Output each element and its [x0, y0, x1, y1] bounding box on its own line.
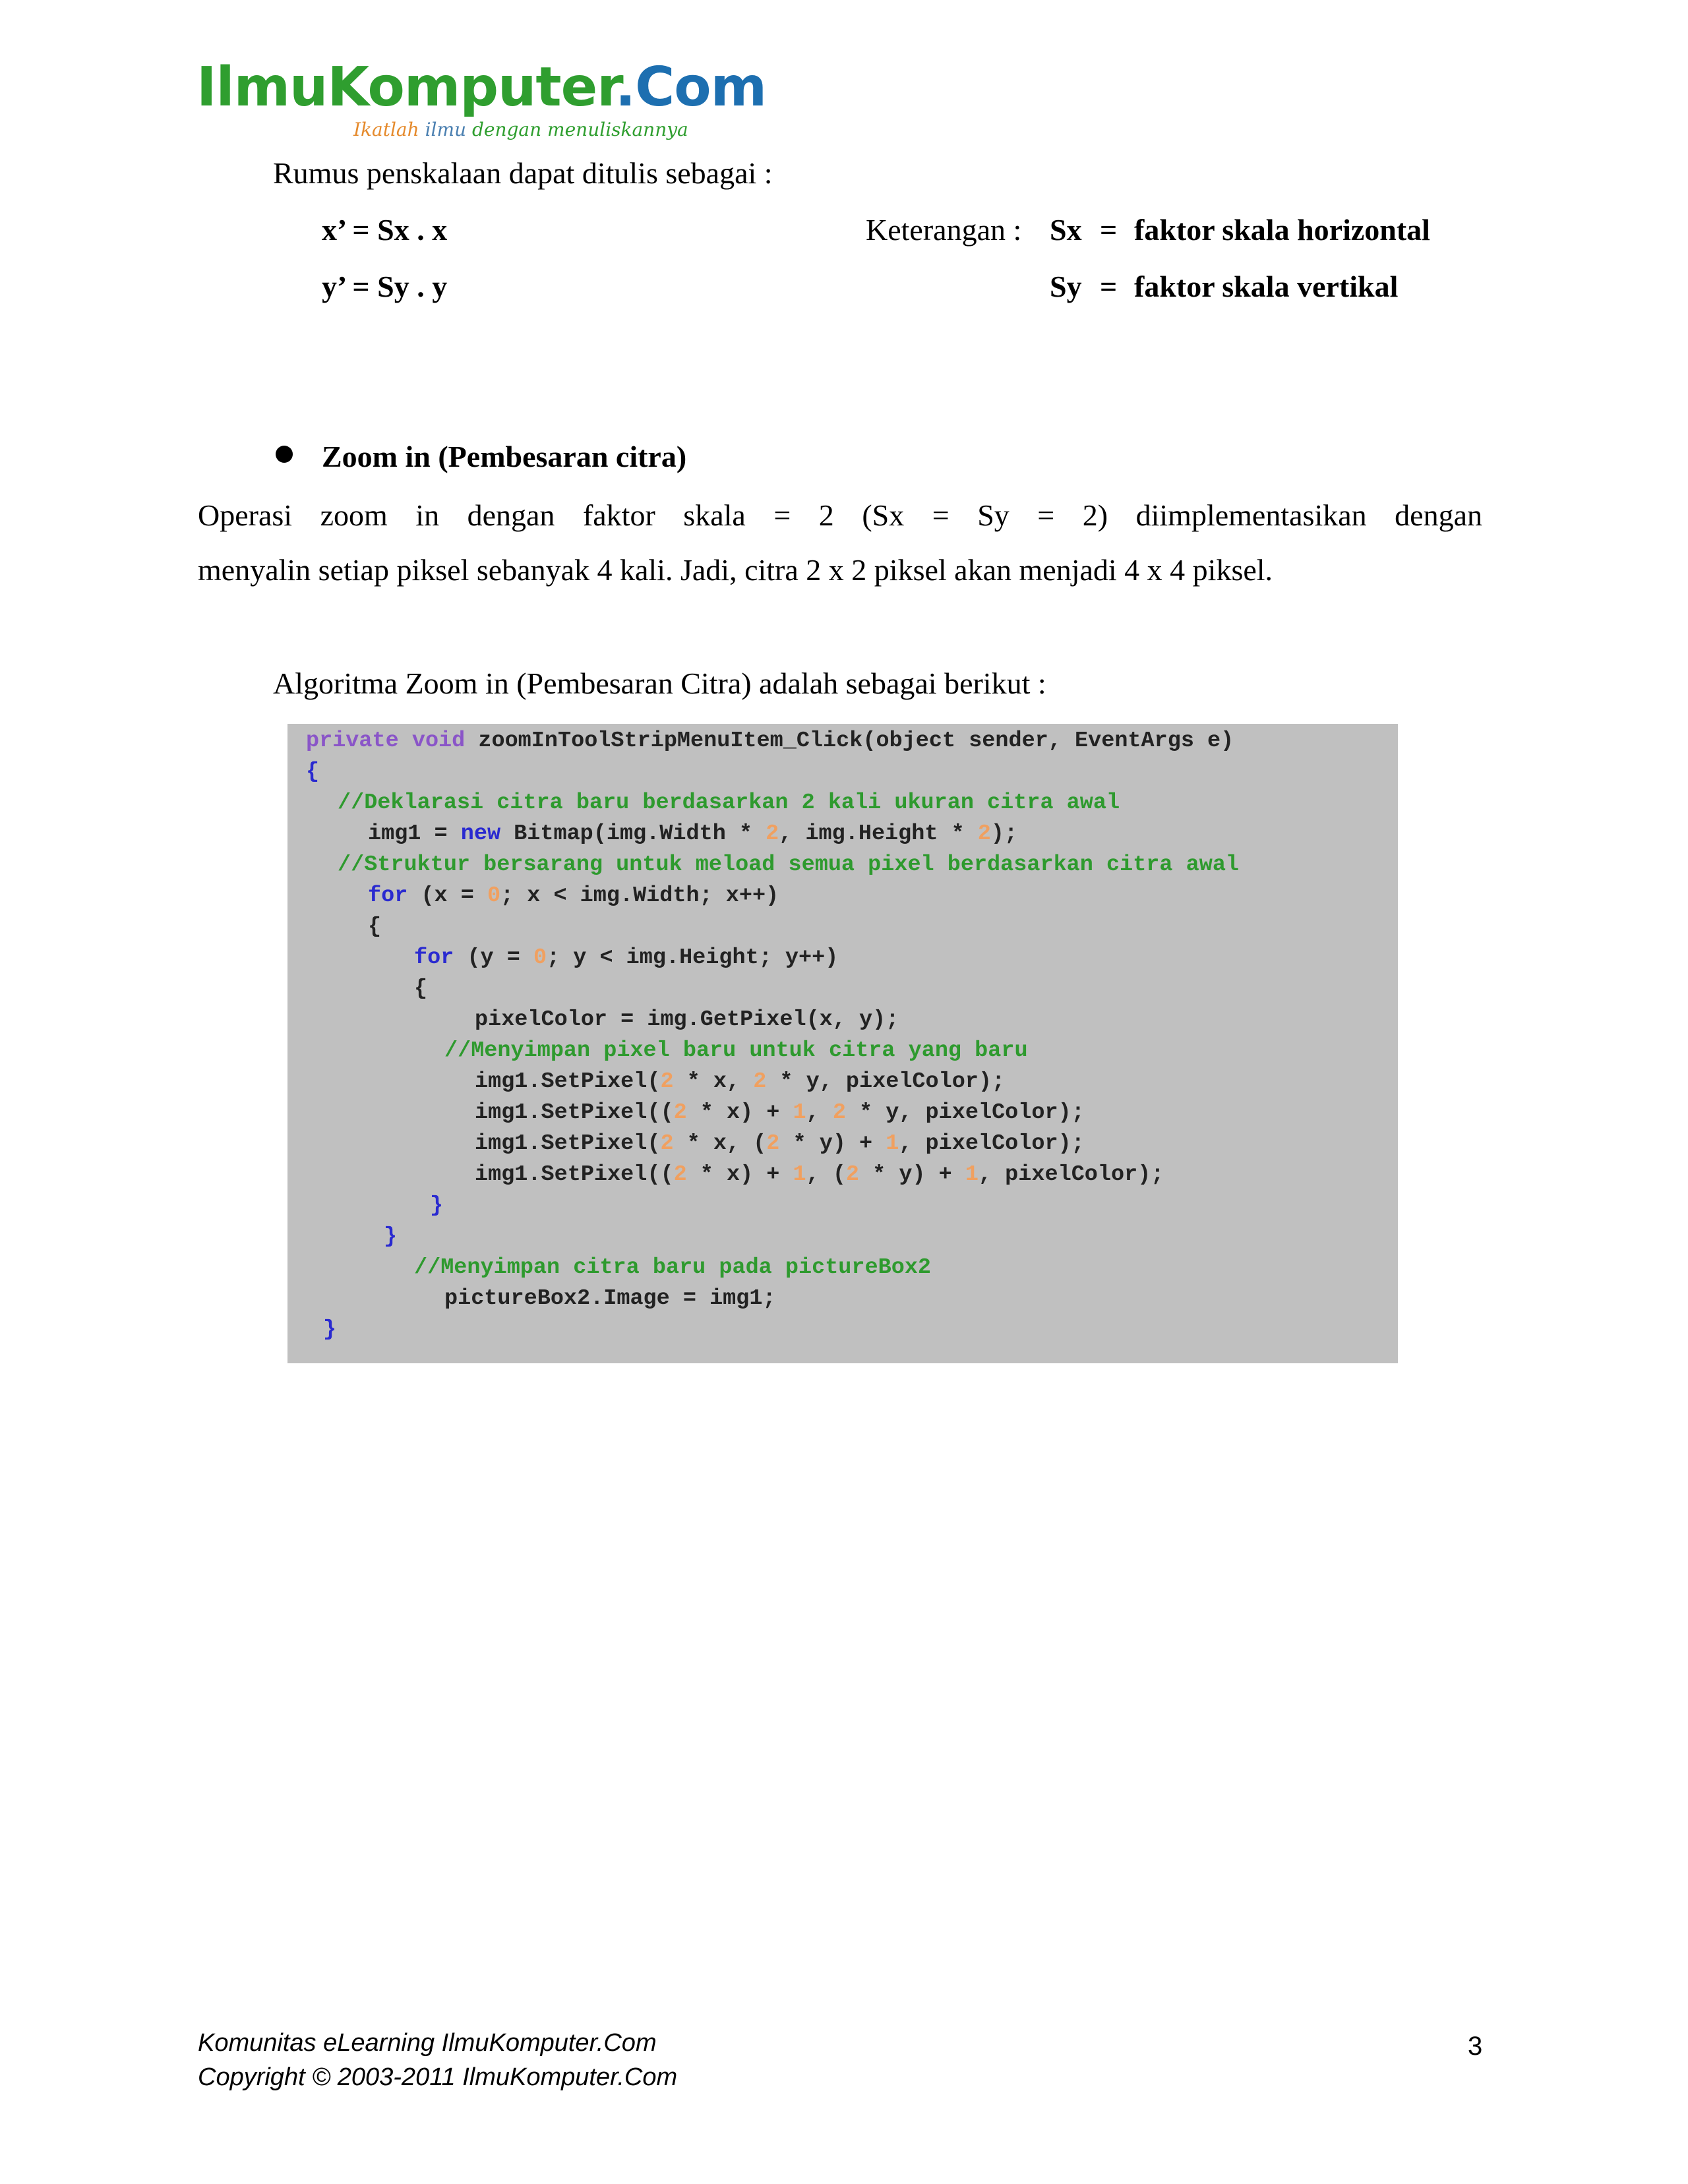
code-text: img1.SetPixel( [475, 1131, 661, 1156]
code-text: * x, ( [673, 1131, 767, 1156]
tagline-word-2: ilmu [425, 119, 467, 140]
code-text: zoomInToolStripMenuItem_Click(object sender, EventArgs e) [465, 728, 1234, 753]
code-line-7: { [368, 914, 382, 939]
code-comment-2: //Struktur bersarang untuk meload semua pixel berdasarkan citra awal [338, 852, 1240, 877]
code-keyword: new [460, 821, 501, 846]
code-text: , [806, 1100, 833, 1125]
algorithm-intro: Algoritma Zoom in (Pembesaran Citra) adalah sebagai berikut : [273, 666, 1046, 700]
keterangan-sy-symbol: Sy [1050, 270, 1082, 303]
code-number: 2 [673, 1100, 687, 1125]
code-line-1 [306, 730, 1234, 753]
code-text: ; x < img.Width; x++) [500, 883, 779, 908]
code-text: * y) + [859, 1162, 965, 1187]
code-line-20: } [323, 1317, 337, 1342]
code-text: , pixelColor); [899, 1131, 1085, 1156]
logo-text-domain: .Com [615, 56, 767, 119]
code-comment-3: //Menyimpan pixel baru untuk citra yang baru [444, 1038, 1028, 1063]
code-line-2: { [306, 759, 320, 784]
code-line-10: pixelColor = img.GetPixel(x, y); [475, 1007, 899, 1032]
code-text: * x) + [686, 1100, 793, 1125]
code-number: 2 [832, 1100, 846, 1125]
tagline-word-1: Ikatlah [353, 119, 419, 140]
code-line-14 [475, 1133, 1085, 1156]
formula-eq-y: y’ = Sy . y [322, 270, 448, 303]
page-number: 3 [1468, 2032, 1483, 2061]
code-number: 2 [660, 1069, 674, 1094]
logo-wordmark [196, 56, 767, 119]
code-text: * y, pixelColor); [766, 1069, 1006, 1094]
bullet-icon [276, 446, 293, 463]
keterangan-sx-symbol: Sx [1050, 213, 1082, 247]
code-number: 0 [487, 883, 501, 908]
code-line-4 [368, 823, 1017, 846]
code-text: img1.SetPixel(( [475, 1100, 674, 1125]
code-text: * x) + [686, 1162, 793, 1187]
code-keyword: private [306, 728, 399, 753]
code-number: 2 [660, 1131, 674, 1156]
code-text: , img.Height * [779, 821, 978, 846]
code-line-19: pictureBox2.Image = img1; [444, 1286, 776, 1311]
code-number: 2 [673, 1162, 687, 1187]
code-line-16: } [430, 1193, 444, 1218]
keterangan-sy-desc: faktor skala vertikal [1134, 270, 1399, 303]
keterangan-label: Keterangan : [866, 213, 1022, 247]
paragraph-line-2: menyalin setiap piksel sebanyak 4 kali. Jadi, citra 2 x 2 piksel akan menjadi 4 x 4 piksel. [198, 553, 1273, 587]
code-line-8 [414, 947, 838, 970]
code-number: 2 [845, 1162, 860, 1187]
code-text: , pixelColor); [978, 1162, 1164, 1187]
code-text: img1 = [368, 821, 461, 846]
formula-eq-x: x’ = Sx . x [322, 213, 448, 247]
keterangan-sx-equals: = [1100, 213, 1118, 247]
code-comment-1: //Deklarasi citra baru berdasarkan 2 kali ukuran citra awal [338, 790, 1120, 815]
code-text: (y = [454, 945, 533, 970]
code-text: img1.SetPixel(( [475, 1162, 674, 1187]
code-number: 1 [965, 1162, 979, 1187]
site-logo [196, 56, 767, 140]
code-text: * y, pixelColor); [845, 1100, 1085, 1125]
code-text: ; y < img.Height; y++) [547, 945, 839, 970]
code-comment-4: //Menyimpan citra baru pada pictureBox2 [414, 1255, 932, 1280]
code-line-12 [475, 1071, 1005, 1094]
code-block [287, 724, 1398, 1363]
code-text: * x, [673, 1069, 754, 1094]
code-number: 2 [766, 1131, 780, 1156]
code-number: 1 [793, 1100, 806, 1125]
code-text: (x = [407, 883, 487, 908]
code-number: 1 [886, 1131, 899, 1156]
code-text: ); [990, 821, 1018, 846]
code-text: Bitmap(img.Width * [500, 821, 766, 846]
code-line-13 [475, 1102, 1085, 1125]
keterangan-sx-desc: faktor skala horizontal [1134, 213, 1430, 247]
footer-copyright: Copyright © 2003-2011 IlmuKomputer.Com [198, 2063, 678, 2091]
tagline-word-3: dengan menuliskannya [471, 119, 688, 140]
code-number: 2 [766, 821, 779, 846]
code-keyword: for [368, 883, 408, 908]
formula-intro: Rumus penskalaan dapat ditulis sebagai : [273, 156, 773, 190]
code-line-6 [368, 885, 779, 908]
paragraph-line-1: Operasi zoom in dengan faktor skala = 2 (Sx = Sy = 2) diimplementasikan dengan [198, 498, 1482, 532]
code-line-15 [475, 1164, 1164, 1187]
code-line-17: } [384, 1224, 398, 1249]
keterangan-sy-equals: = [1100, 270, 1118, 303]
code-number: 2 [753, 1069, 767, 1094]
logo-text-main: IlmuKomputer [196, 56, 615, 119]
code-number: 0 [533, 945, 547, 970]
logo-tagline [353, 119, 688, 140]
code-number: 2 [977, 821, 991, 846]
code-keyword: for [414, 945, 454, 970]
code-number: 1 [793, 1162, 806, 1187]
section-heading: Zoom in (Pembesaran citra) [322, 440, 687, 473]
footer-community: Komunitas eLearning IlmuKomputer.Com [198, 2029, 657, 2057]
code-keyword: void [411, 728, 466, 753]
code-text: img1.SetPixel( [475, 1069, 661, 1094]
code-line-9: { [414, 976, 428, 1001]
code-text: , ( [806, 1162, 846, 1187]
code-text: * y) + [779, 1131, 886, 1156]
